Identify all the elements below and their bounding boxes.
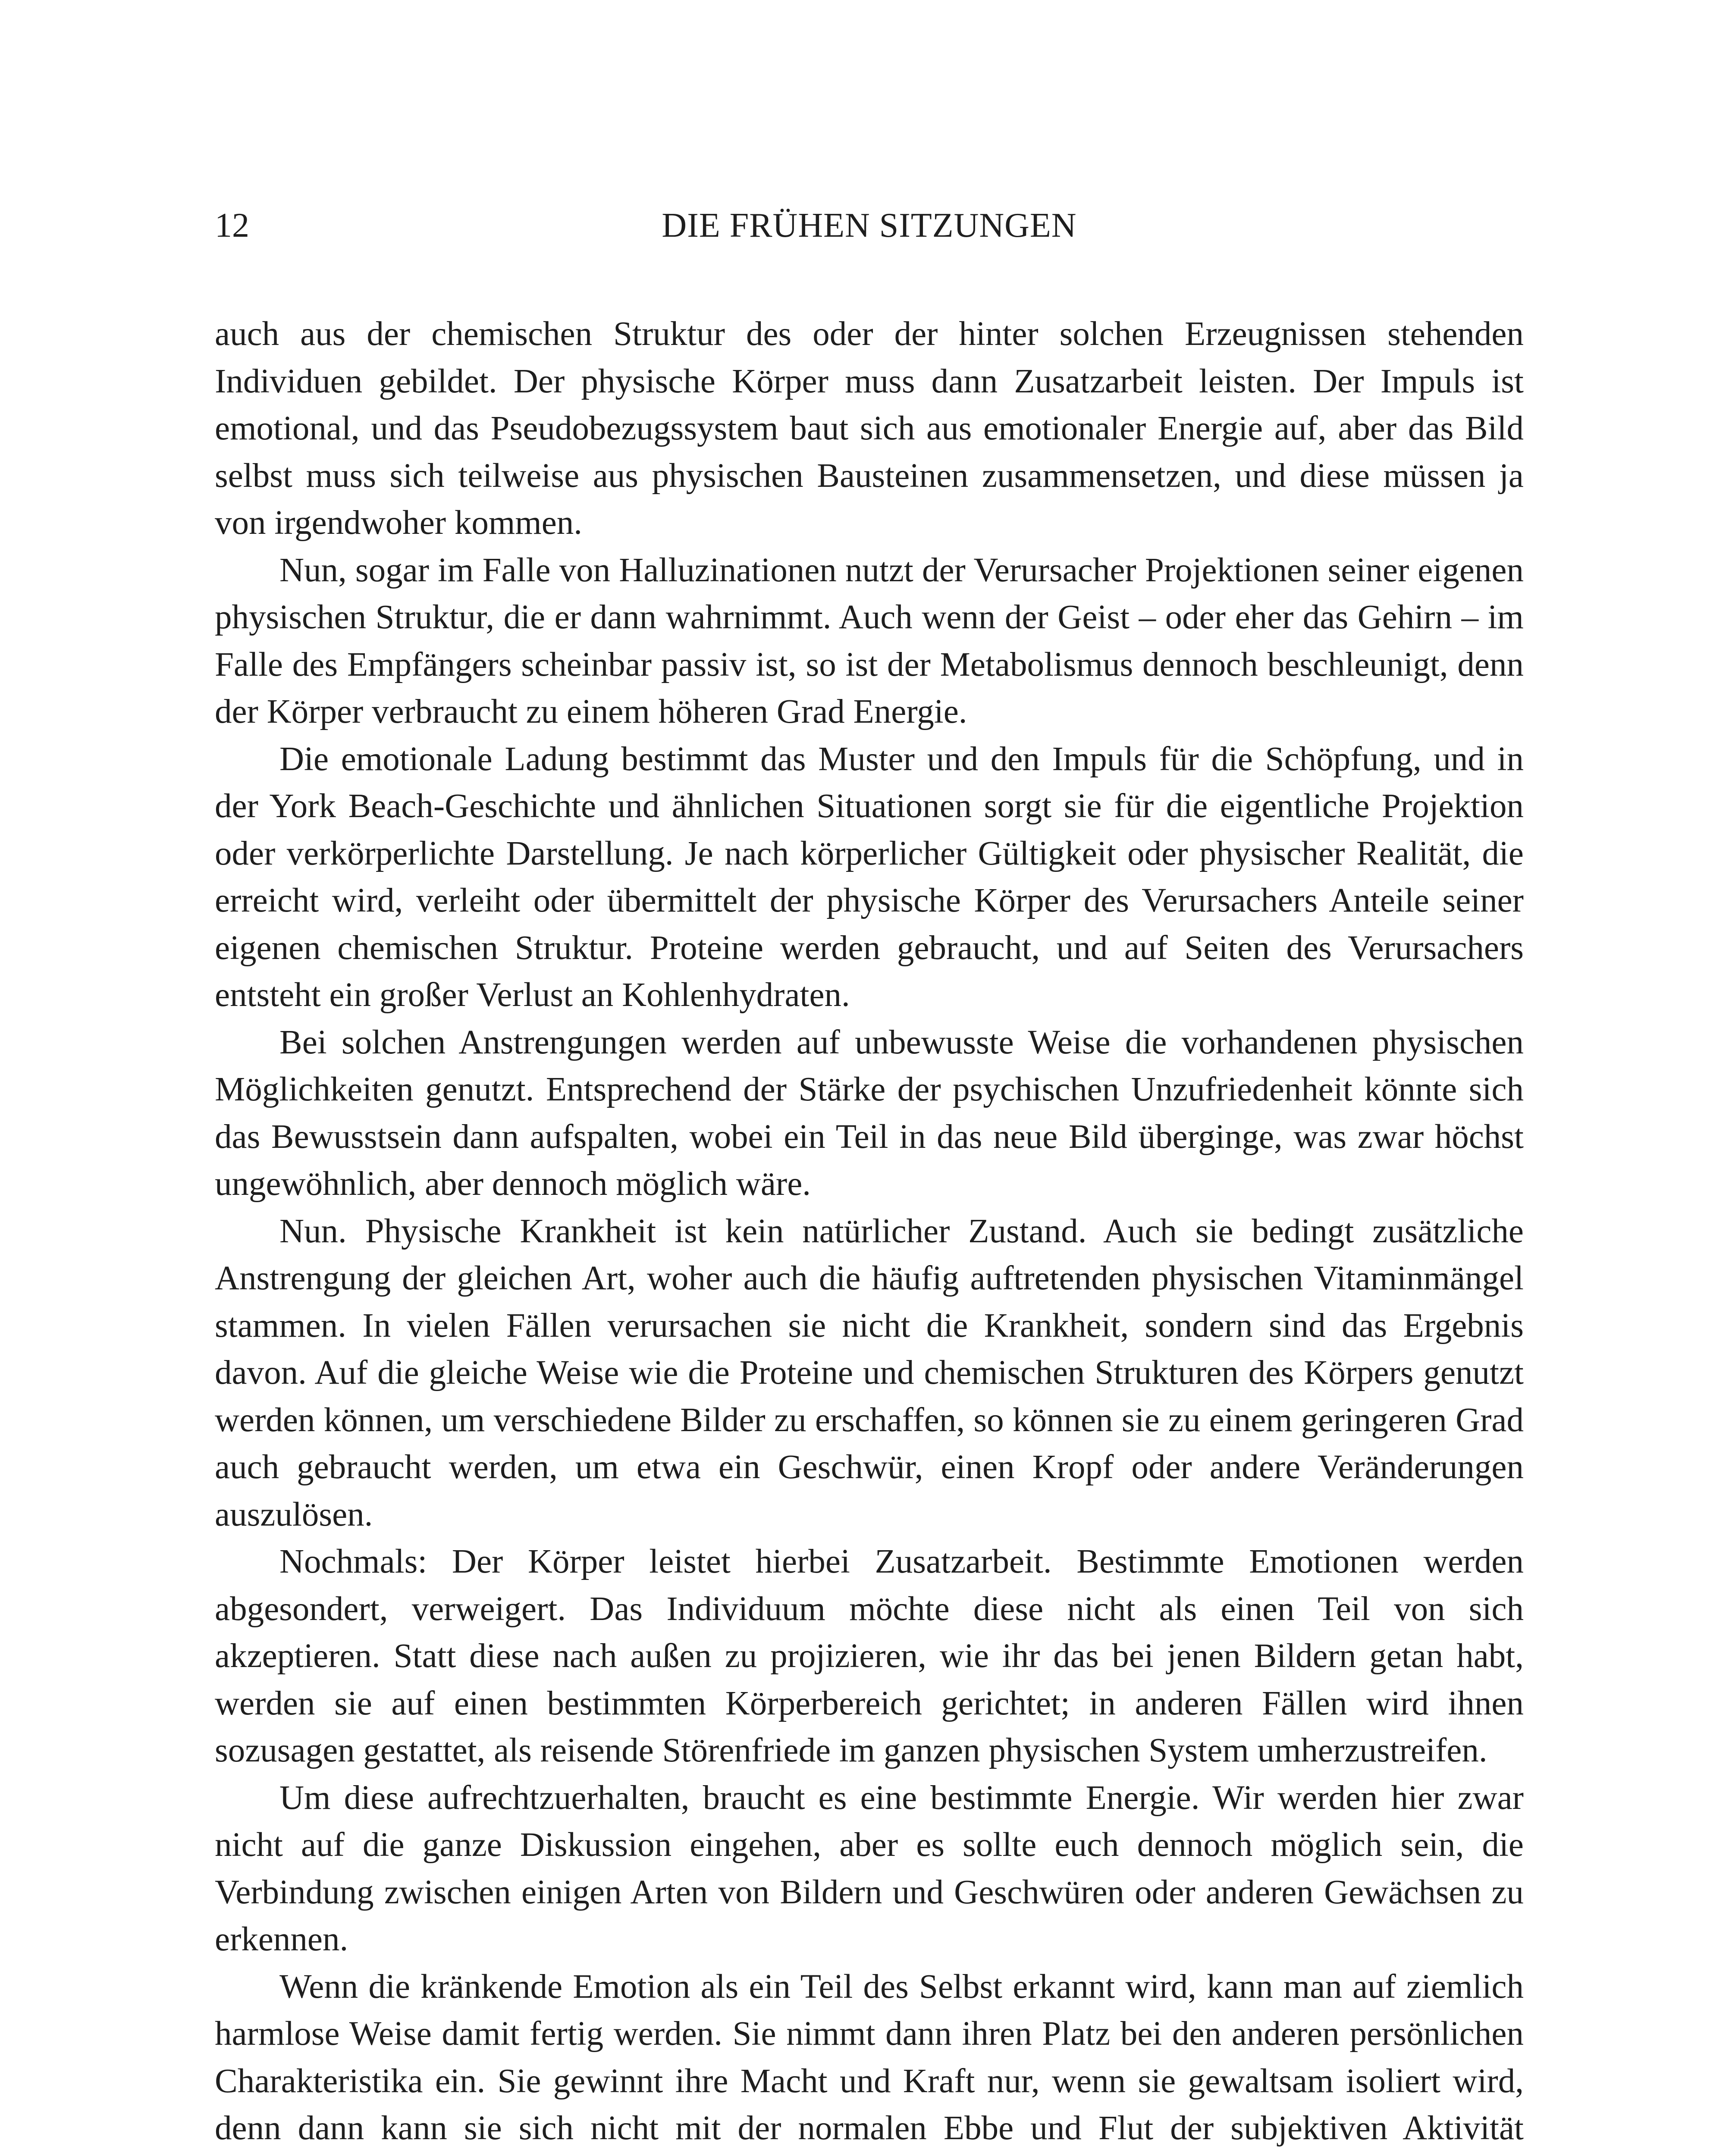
paragraph: Bei solchen Anstrengungen werden auf unbewusste Weise die vorhandenen physischen Möglichkeiten genutzt. Entsprechend der Stärke der psychischen Unzufriedenheit könnte sich das Bewusstsein dann aufspalten, wobei ein Teil in das neue Bild überginge, was zwar höchst ungewöhnlich, aber dennoch möglich wäre.	[215, 1023, 1524, 1203]
paragraph: Nun. Physische Krankheit ist kein natürlicher Zustand. Auch sie bedingt zusätzliche Anstrengung der gleichen Art, woher auch die häufig auftretenden physischen Vitaminmängel stammen. In vielen Fällen verursachen sie nicht die Krankheit, sondern sind das Ergebnis davon. Auf die gleiche Weise wie die Proteine und chemischen Strukturen des Körpers genutzt werden können, um verschiedene Bilder zu erschaffen, so können sie zu einem geringeren Grad auch gebraucht werden, um etwa ein Geschwür, einen Kropf oder andere Veränderungen auszulösen.	[215, 1212, 1524, 1533]
body-text	[215, 310, 1524, 2156]
page-number: 12	[215, 207, 249, 244]
paragraph: Die emotionale Ladung bestimmt das Muster und den Impuls für die Schöpfung, und in der York Beach-Geschichte und ähnlichen Situationen sorgt sie für die eigentliche Projektion oder verkörperlichte Darstellung. Je nach körperlicher Gültigkeit oder physischer Realität, die erreicht wird, verleiht oder übermittelt der physische Körper des Verursachers Anteile seiner eigenen chemischen Struktur. Proteine werden gebraucht, und auf Seiten des Verursachers entsteht ein großer Verlust an Kohlenhydraten.	[215, 740, 1524, 1014]
paragraph: auch aus der chemischen Struktur des oder der hinter solchen Erzeugnissen stehenden Individuen gebildet. Der physische Körper muss dann Zusatzarbeit leisten. Der Impuls ist emotional, und das Pseudobezugssystem baut sich aus emotionaler Energie auf, aber das Bild selbst muss sich teilweise aus physischen Bausteinen zusammensetzen, und diese müssen ja von irgendwoher kommen.	[215, 315, 1524, 542]
paragraph: Nochmals: Der Körper leistet hierbei Zusatzarbeit. Bestimmte Emotionen werden abgesondert, verweigert. Das Individuum möchte diese nicht als einen Teil von sich akzeptieren. Statt diese nach außen zu projizieren, wie ihr das bei jenen Bildern getan habt, werden sie auf einen bestimmten Körperbereich gerichtet; in anderen Fällen wird ihnen sozusagen gestattet, als reisende Störenfriede im ganzen physischen System umherzustreifen.	[215, 1543, 1524, 1769]
running-head	[215, 202, 1524, 249]
paragraph: Wenn die kränkende Emotion als ein Teil des Selbst erkannt wird, kann man auf ziemlich harmlose Weise damit fertig werden. Sie nimmt dann ihren Platz bei den anderen persönlichen Charakteristika ein. Sie gewinnt ihre Macht und Kraft nur, wenn sie gewaltsam isoliert wird, denn dann kann sie sich nicht mit der normalen Ebbe und Flut der subjektiven Aktivität	[215, 1968, 1524, 2147]
paragraph: Um diese aufrechtzuerhalten, braucht es eine bestimmte Energie. Wir werden hier zwar nicht auf die ganze Diskussion eingehen, aber es sollte euch dennoch möglich sein, die Verbindung zwischen einigen Arten von Bildern und Geschwüren oder anderen Gewächsen zu erkennen.	[215, 1779, 1524, 1958]
running-title: DIE FRÜHEN SITZUNGEN	[662, 207, 1077, 244]
paragraph: Nun, sogar im Falle von Halluzinationen nutzt der Verursacher Projektionen seiner eigenen physischen Struktur, die er dann wahrnimmt. Auch wenn der Geist – oder eher das Gehirn – im Falle des Empfängers scheinbar passiv ist, so ist der Metabolismus dennoch beschleunigt, denn der Körper verbraucht zu einem höheren Grad Energie.	[215, 551, 1524, 730]
